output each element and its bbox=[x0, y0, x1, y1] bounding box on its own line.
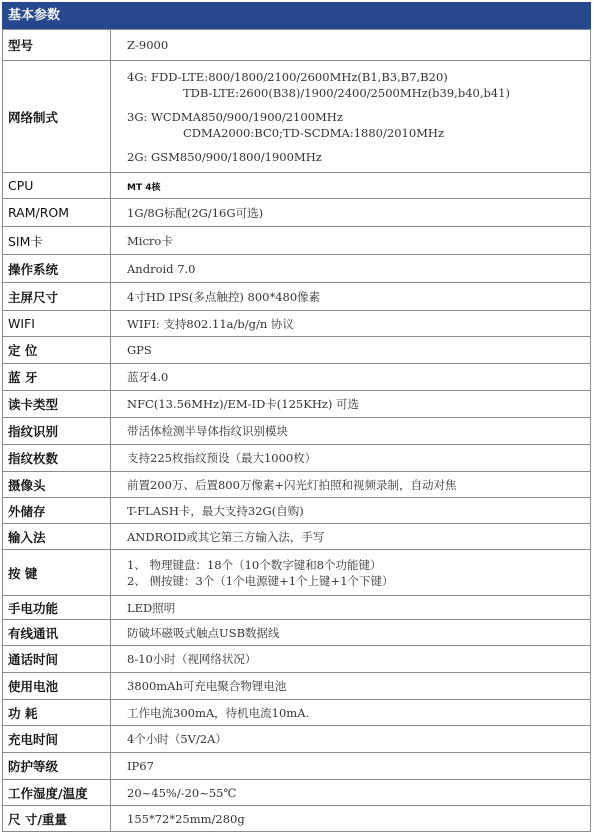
row-value: 支持225枚指纹预设（最大1000枚） bbox=[111, 445, 591, 472]
row-value: 8-10小时（视网络状况） bbox=[111, 646, 591, 673]
row-key: 主屏尺寸 bbox=[3, 283, 111, 311]
section-header: 基本参数 bbox=[2, 2, 591, 29]
row-key: 充电时间 bbox=[3, 726, 111, 753]
table-row bbox=[3, 620, 591, 646]
table-row bbox=[3, 524, 591, 550]
table-row bbox=[3, 780, 591, 806]
row-value: 带活体检测半导体指纹识别模块 bbox=[111, 418, 591, 445]
row-value: NFC(13.56MHz)/EM-ID卡(125KHz) 可选 bbox=[111, 391, 591, 418]
table-row bbox=[3, 199, 591, 227]
row-key: 定 位 bbox=[3, 337, 111, 364]
network-line-2g: 2G: GSM850/900/1800/1900MHz bbox=[127, 149, 322, 164]
row-key: 功 耗 bbox=[3, 700, 111, 726]
row-value: 4寸HD IPS(多点触控) 800*480像素 bbox=[111, 283, 591, 311]
row-value: T-FLASH卡，最大支持32G(自购) bbox=[111, 498, 591, 524]
network-line-4g-tdd: TDB-LTE:2600(B38)/1900/2400/2500MHz(b39,b40,b41) bbox=[183, 85, 510, 100]
table-row bbox=[3, 311, 591, 337]
row-value: 3800mAh可充电聚合物锂电池 bbox=[111, 673, 591, 700]
row-value: Z-9000 bbox=[111, 30, 591, 61]
row-value: WIFI: 支持802.11a/b/g/n 协议 bbox=[111, 311, 591, 337]
table-row bbox=[3, 173, 591, 199]
table-row bbox=[3, 700, 591, 726]
table-row bbox=[3, 445, 591, 472]
row-key: 按 键 bbox=[3, 550, 111, 596]
row-key: 手电功能 bbox=[3, 596, 111, 620]
table-row bbox=[3, 498, 591, 524]
table-row bbox=[3, 337, 591, 364]
row-value: 防破坏磁吸式触点USB数据线 bbox=[111, 620, 591, 646]
table-row bbox=[3, 673, 591, 700]
row-key: 读卡类型 bbox=[3, 391, 111, 418]
row-value: GPS bbox=[111, 337, 591, 364]
table-row bbox=[3, 418, 591, 445]
row-key: 外储存 bbox=[3, 498, 111, 524]
table-row bbox=[3, 61, 591, 173]
row-value-network bbox=[111, 61, 591, 173]
row-value: 1G/8G标配(2G/16G可选) bbox=[111, 199, 591, 227]
row-key: SIM卡 bbox=[3, 227, 111, 255]
network-line-4g: 4G: FDD-LTE:800/1800/2100/2600MHz(B1,B3,B7,B20) bbox=[127, 69, 448, 84]
row-value: LED照明 bbox=[111, 596, 591, 620]
table-row bbox=[3, 726, 591, 753]
table-row bbox=[3, 806, 591, 832]
row-key: 尺 寸/重量 bbox=[3, 806, 111, 832]
table-row bbox=[3, 227, 591, 255]
row-key: 摄像头 bbox=[3, 472, 111, 498]
row-key: 工作湿度/温度 bbox=[3, 780, 111, 806]
row-key: 通话时间 bbox=[3, 646, 111, 673]
row-key: 型号 bbox=[3, 30, 111, 61]
row-value bbox=[111, 173, 591, 199]
row-key: 输入法 bbox=[3, 524, 111, 550]
row-key: 指纹识别 bbox=[3, 418, 111, 445]
row-value: 20~45%/-20~55℃ bbox=[111, 780, 591, 806]
row-value: ANDROID或其它第三方输入法，手写 bbox=[111, 524, 591, 550]
row-value: 4个小时（5V/2A） bbox=[111, 726, 591, 753]
table-row bbox=[3, 364, 591, 391]
table-row bbox=[3, 550, 591, 596]
spec-table bbox=[2, 29, 591, 832]
cpu-value: MT 4核 bbox=[127, 182, 161, 193]
row-key: WIFI bbox=[3, 311, 111, 337]
table-row bbox=[3, 753, 591, 780]
row-key: 使用电池 bbox=[3, 673, 111, 700]
table-row bbox=[3, 596, 591, 620]
row-value: 155*72*25mm/280g bbox=[111, 806, 591, 832]
row-key: 操作系统 bbox=[3, 255, 111, 283]
row-key: 指纹枚数 bbox=[3, 445, 111, 472]
table-row bbox=[3, 255, 591, 283]
table-row bbox=[3, 472, 591, 498]
row-value: 工作电流300mA，待机电流10mA. bbox=[111, 700, 591, 726]
row-key: 网络制式 bbox=[3, 61, 111, 173]
row-key: CPU bbox=[3, 173, 111, 199]
row-key: RAM/ROM bbox=[3, 199, 111, 227]
table-row bbox=[3, 283, 591, 311]
table-row bbox=[3, 30, 591, 61]
row-value: 前置200万、后置800万像素+闪光灯拍照和视频录制，自动对焦 bbox=[111, 472, 591, 498]
table-row bbox=[3, 391, 591, 418]
row-value: 蓝牙4.0 bbox=[111, 364, 591, 391]
row-value: Micro卡 bbox=[111, 227, 591, 255]
network-line-3g: 3G: WCDMA850/900/1900/2100MHz bbox=[127, 109, 343, 124]
row-value: Android 7.0 bbox=[111, 255, 591, 283]
row-key: 防护等级 bbox=[3, 753, 111, 780]
row-value: IP67 bbox=[111, 753, 591, 780]
table-row bbox=[3, 646, 591, 673]
row-value-keys bbox=[111, 550, 591, 596]
spec-sheet bbox=[2, 2, 591, 832]
network-line-3g-cdma: CDMA2000:BC0;TD-SCDMA:1880/2010MHz bbox=[183, 125, 445, 140]
keys-line-1: 1、 物理键盘：18个（10个数字键和8个功能键） bbox=[127, 557, 382, 572]
keys-line-2: 2、 侧按键：3个（1个电源键+1个上键+1个下键） bbox=[127, 573, 394, 588]
row-key: 蓝 牙 bbox=[3, 364, 111, 391]
row-key: 有线通讯 bbox=[3, 620, 111, 646]
